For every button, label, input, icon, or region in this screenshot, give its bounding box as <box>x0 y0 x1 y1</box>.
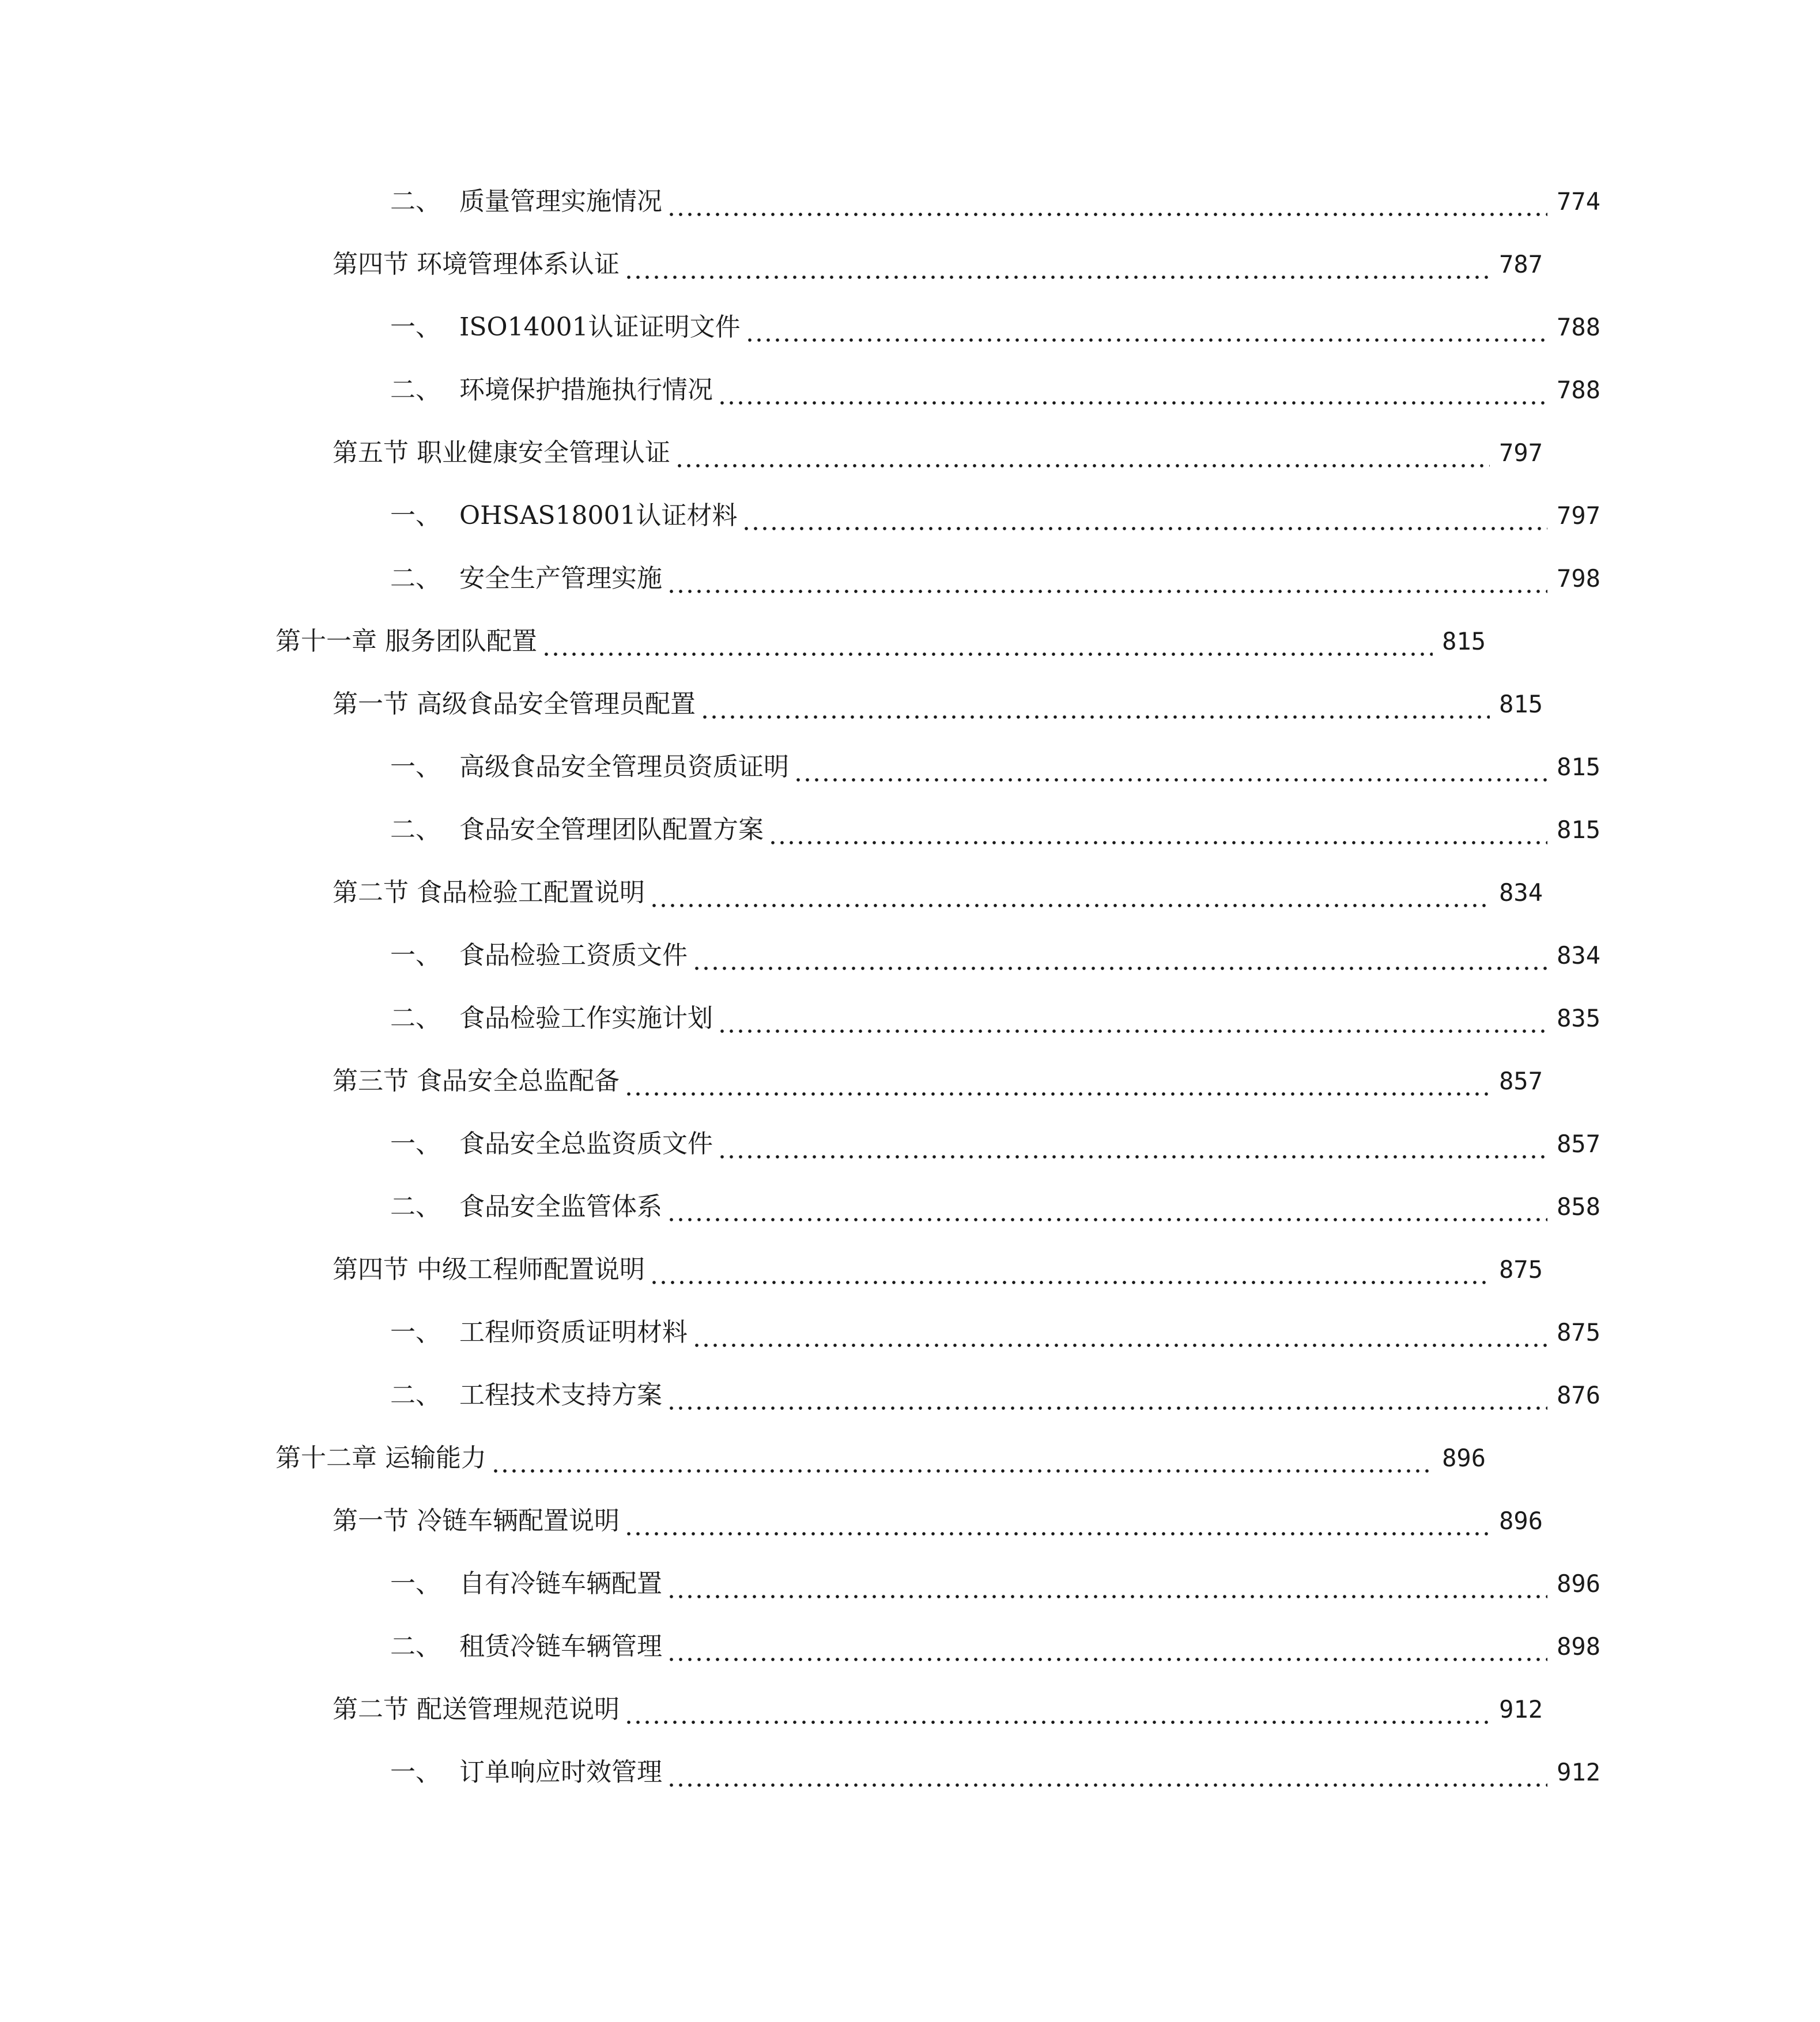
toc-entry-marker: 一、 <box>390 1129 441 1159</box>
dot-leader <box>667 1749 1547 1795</box>
toc-entry-page: 797 <box>1557 501 1600 530</box>
toc-entry[interactable] <box>0 681 1762 727</box>
toc-entry-page: 896 <box>1499 1507 1543 1535</box>
toc-entry-title: OHSAS18001认证材料 <box>459 501 738 530</box>
toc-entry[interactable] <box>0 744 1820 790</box>
toc-entry-marker: 一、 <box>390 312 441 342</box>
toc-entry[interactable] <box>0 1624 1820 1670</box>
toc-entry-title: 租赁冷链车辆管理 <box>459 1632 662 1661</box>
toc-entry-title: 服务团队配置 <box>385 627 537 656</box>
toc-entry-page: 858 <box>1557 1193 1600 1221</box>
toc-entry-marker: 一、 <box>390 1569 441 1598</box>
toc-entry-page: 834 <box>1499 878 1543 907</box>
toc-entry-marker: 一、 <box>390 1757 441 1787</box>
toc-entry-title: 食品安全总监资质文件 <box>459 1129 713 1159</box>
dot-leader <box>692 933 1547 979</box>
toc-entry-title: 食品安全总监配备 <box>417 1066 620 1096</box>
toc-entry-page: 815 <box>1499 690 1543 718</box>
toc-entry[interactable] <box>0 618 1705 665</box>
toc-entry-page: 875 <box>1557 1318 1600 1346</box>
toc-entry-page: 912 <box>1499 1695 1543 1723</box>
toc-entry-marker: 二、 <box>390 375 441 405</box>
toc-entry[interactable] <box>0 179 1820 225</box>
toc-entry-title: 冷链车辆配置说明 <box>417 1506 620 1536</box>
dot-leader <box>624 1498 1490 1544</box>
toc-entry-marker: 第一节 <box>333 689 409 719</box>
toc-entry-page: 788 <box>1557 313 1600 341</box>
toc-entry[interactable] <box>0 1121 1820 1167</box>
toc-entry[interactable] <box>0 1184 1820 1230</box>
toc-entry-page: 857 <box>1499 1067 1543 1095</box>
toc-entry[interactable] <box>0 242 1762 288</box>
toc-entry-page: 815 <box>1557 816 1600 844</box>
toc-entry-title: 安全生产管理实施 <box>459 564 662 593</box>
dot-leader <box>745 304 1547 350</box>
toc-entry-title: 质量管理实施情况 <box>459 187 662 216</box>
dot-leader <box>667 179 1547 225</box>
toc-entry-marker: 一、 <box>390 941 441 970</box>
toc-entry-page: 815 <box>1557 753 1600 781</box>
toc-entry-title: 食品安全管理团队配置方案 <box>459 815 764 844</box>
toc-entry[interactable] <box>0 807 1820 853</box>
dot-leader <box>742 493 1547 539</box>
toc-entry-page: 788 <box>1557 376 1600 404</box>
toc-entry-marker: 第二节 <box>333 878 409 907</box>
dot-leader <box>794 744 1547 790</box>
toc-entry-page: 898 <box>1557 1632 1600 1661</box>
toc-entry-title: 工程技术支持方案 <box>459 1380 662 1410</box>
toc-entry[interactable] <box>0 1561 1820 1607</box>
toc-entry-page: 787 <box>1499 250 1543 278</box>
toc-entry-marker: 第一节 <box>333 1506 409 1536</box>
toc-entry-title: 环境管理体系认证 <box>417 250 620 279</box>
toc-entry[interactable] <box>0 1372 1820 1419</box>
toc-entry-marker: 二、 <box>390 1380 441 1410</box>
dot-leader <box>624 242 1490 288</box>
toc-entry[interactable] <box>0 1498 1762 1544</box>
toc-entry[interactable] <box>0 870 1762 916</box>
toc-entry-page: 815 <box>1442 627 1486 655</box>
toc-entry-title: 配送管理规范说明 <box>417 1695 620 1724</box>
toc-entry[interactable] <box>0 1687 1762 1733</box>
toc-entry[interactable] <box>0 556 1820 602</box>
toc-entry-marker: 一、 <box>390 752 441 782</box>
toc-entry-page: 876 <box>1557 1381 1600 1409</box>
toc-entry-marker: 二、 <box>390 1004 441 1033</box>
dot-leader <box>718 1121 1547 1167</box>
toc-entry-marker: 二、 <box>390 1192 441 1221</box>
toc-entry[interactable] <box>0 1310 1820 1356</box>
toc-entry-title: 食品安全监管体系 <box>459 1192 662 1221</box>
toc-entry-title: 食品检验工作实施计划 <box>459 1004 713 1033</box>
dot-leader <box>624 1687 1490 1733</box>
toc-entry-marker: 第十二章 <box>275 1443 377 1473</box>
toc-entry-page: 798 <box>1557 564 1600 593</box>
dot-leader <box>491 1435 1433 1481</box>
toc-entry-marker: 第五节 <box>333 438 409 467</box>
toc-entry-marker: 第四节 <box>333 250 409 279</box>
dot-leader <box>768 807 1547 853</box>
toc-entry-title: 中级工程师配置说明 <box>417 1255 645 1284</box>
toc-entry-title: ISO14001认证证明文件 <box>459 312 741 342</box>
toc-entry-title: 工程师资质证明材料 <box>459 1318 688 1347</box>
toc-entry-marker: 二、 <box>390 564 441 593</box>
toc-entry[interactable] <box>0 493 1820 539</box>
toc-entry-marker: 第十一章 <box>275 627 377 656</box>
toc-entry-page: 896 <box>1442 1444 1486 1472</box>
toc-entry-page: 834 <box>1557 941 1600 969</box>
toc-entry[interactable] <box>0 1058 1762 1104</box>
dot-leader <box>650 1247 1490 1293</box>
toc-entry-title: 订单响应时效管理 <box>459 1757 662 1787</box>
toc-entry-page: 896 <box>1557 1570 1600 1598</box>
toc-entry-page: 797 <box>1499 439 1543 467</box>
toc-entry[interactable] <box>0 430 1762 476</box>
toc-entry[interactable] <box>0 1435 1705 1481</box>
toc-entry-title: 高级食品安全管理员配置 <box>417 689 696 719</box>
toc-entry-page: 875 <box>1499 1255 1543 1284</box>
toc-entry-page: 912 <box>1557 1758 1600 1786</box>
dot-leader <box>675 430 1490 476</box>
toc-entry-title: 运输能力 <box>385 1443 486 1473</box>
toc-entry-page: 857 <box>1557 1130 1600 1158</box>
toc-entry-marker: 二、 <box>390 187 441 216</box>
dot-leader <box>667 1372 1547 1419</box>
dot-leader <box>667 556 1547 602</box>
dot-leader <box>667 1561 1547 1607</box>
toc-entry-title: 食品检验工资质文件 <box>459 941 688 970</box>
dot-leader <box>692 1310 1547 1356</box>
dot-leader <box>700 681 1490 727</box>
toc-entry-marker: 二、 <box>390 1632 441 1661</box>
toc-entry-marker: 二、 <box>390 815 441 844</box>
dot-leader <box>624 1058 1490 1104</box>
toc-entry[interactable] <box>0 367 1820 413</box>
dot-leader <box>667 1624 1547 1670</box>
toc-entry-marker: 第二节 <box>333 1695 409 1724</box>
toc-entry-title: 自有冷链车辆配置 <box>459 1569 662 1598</box>
toc-entry-title: 食品检验工配置说明 <box>417 878 645 907</box>
toc-entry-title: 职业健康安全管理认证 <box>417 438 670 467</box>
dot-leader <box>718 367 1547 413</box>
toc-entry-marker: 一、 <box>390 1318 441 1347</box>
dot-leader <box>718 995 1547 1042</box>
toc-entry-title: 高级食品安全管理员资质证明 <box>459 752 789 782</box>
toc-entry[interactable] <box>0 304 1820 350</box>
toc-entry-marker: 一、 <box>390 501 441 530</box>
toc-entry[interactable] <box>0 995 1820 1042</box>
toc-entry-page: 774 <box>1557 187 1600 216</box>
dot-leader <box>667 1184 1547 1230</box>
toc-entry-title: 环境保护措施执行情况 <box>459 375 713 405</box>
toc-entry[interactable] <box>0 1749 1820 1795</box>
dot-leader <box>542 618 1433 665</box>
toc-entry-page: 835 <box>1557 1004 1600 1032</box>
toc-entry-marker: 第四节 <box>333 1255 409 1284</box>
toc-entry-marker: 第三节 <box>333 1066 409 1096</box>
toc-entry[interactable] <box>0 1247 1762 1293</box>
dot-leader <box>650 870 1490 916</box>
toc-entry[interactable] <box>0 933 1820 979</box>
